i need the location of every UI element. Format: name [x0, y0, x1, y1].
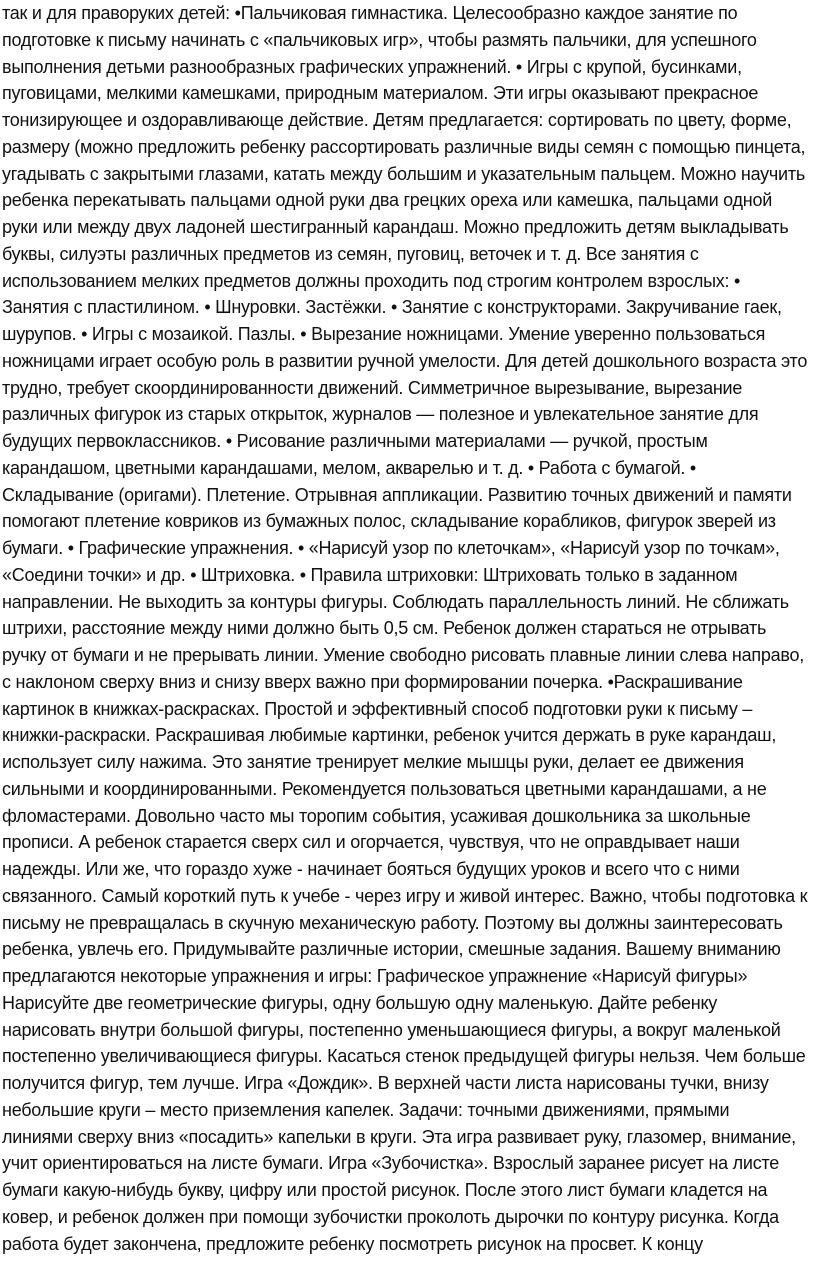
- text-line: использованием мелких предметов должны проходить под строгим контролем взрослых: •: [2, 270, 741, 291]
- text-line: фломастерами. Довольно часто мы торопим события, усаживая дошкольника за школьные: [2, 805, 751, 826]
- text-line: различных фигурок из старых открыток, журналов — полезное и увлекательное занятие для: [2, 404, 759, 425]
- text-line: шурупов. • Игры с мозаикой. Пазлы. • Вырезание ножницами. Умение уверенно пользоваться: [2, 324, 766, 344]
- text-line: надежды. Или же, что гораздо хуже - начинает бояться будущих уроков и всего что с ними: [2, 859, 740, 879]
- text-line: трудно, требует скоординированности движений. Симметричное вырезывание, вырезание: [2, 377, 743, 398]
- text-line: ребенка, увлечь его. Придумывайте различные истории, смешные задания. Вашему вниманию: [2, 939, 781, 960]
- text-line: «Соедини точки» и др. • Штриховка. • Правила штриховки: Штриховать только в заданном: [2, 564, 738, 585]
- text-line: получится фигур, тем лучше. Игра «Дождик». В верхней части листа нарисованы тучки, внизу: [2, 1073, 769, 1093]
- text-line: тонизирующее и оздоравливающе действие. Детям предлагается: сортировать по цвету, форме,: [2, 110, 792, 130]
- text-line: так и для праворуких детей: •Пальчиковая гимнастика. Целесообразно каждое занятие по: [2, 3, 738, 23]
- text-line: линиями сверху вниз «посадить» капельки в круги. Эта игра развивает руку, глазомер, внимание,: [2, 1126, 796, 1147]
- text-line: буквы, силуэты различных предметов из семян, пуговиц, веточек и т. д. Все занятия с: [2, 243, 699, 264]
- text-line: картинок в книжках-раскрасках. Простой и эффективный способ подготовки руки к письму –: [2, 698, 753, 719]
- text-line: подготовке к письму начинать с «пальчиковых игр», чтобы размять пальчики, для успешного: [2, 29, 757, 50]
- text-line: направлении. Не выходить за контуры фигуры. Соблюдать параллельность линий. Не сближать: [2, 591, 789, 612]
- text-line: будущих первоклассников. • Рисование различными материалами — ручкой, простым: [2, 431, 708, 451]
- text-line: ребенка перекатывать пальцами одной руки два грецких ореха или камешка, пальцами одной: [2, 190, 773, 211]
- text-line: сильными и координированными. Рекомендуется пользоваться цветными карандашами, а не: [2, 778, 767, 799]
- text-line: постепенно увеличивающиеся фигуры. Касаться стенок предыдущей фигуры нельзя. Чем больше: [2, 1046, 806, 1067]
- text-line: пуговицами, мелкими камешками, природным материалом. Эти игры оказывают прекрасное: [2, 83, 759, 104]
- text-line: с наклоном сверху вниз и снизу вверх важно при формировании почерка. •Раскрашивание: [2, 671, 743, 692]
- text-line: размеру (можно предложить ребенку рассортировать различные виды семян с помощью пинцета,: [2, 136, 806, 157]
- text-line: ручку от бумаги и не прерывать линии. Умение свободно рисовать плавные линии слева направо,: [2, 645, 804, 665]
- text-line: бумаги какую-нибудь букву, цифру или простой рисунок. После этого лист бумаги кладется на: [2, 1180, 768, 1200]
- text-line: Складывание (оригами). Плетение. Отрывная аппликации. Развитию точных движений и памяти: [2, 484, 792, 505]
- text-line: письму не превращалась в скучную механическую работу. Поэтому вы должны заинтересовать: [2, 912, 783, 933]
- text-line: карандашом, цветными карандашами, мелом, акварелью и т. д. • Работа с бумагой. •: [2, 457, 696, 478]
- text-line: учит ориентироваться на листе бумаги. Игра «Зубочистка». Взрослый заранее рисует на листе: [2, 1153, 780, 1174]
- text-line: помогают плетение ковриков из бумажных полос, складывание корабликов, фигурок зверей из: [2, 511, 776, 532]
- text-line: связанного. Самый короткий путь к учебе - через игру и живой интерес. Важно, чтобы подготовка к: [2, 885, 808, 906]
- text-line: штрихи, расстояние между ними должно быть 0,5 см. Ребенок должен стараться не отрывать: [2, 618, 767, 639]
- text-line: нарисовать внутри большой фигуры, постепенно уменьшающиеся фигуры, а вокруг маленькой: [2, 1019, 781, 1040]
- text-line: ковер, и ребенок должен при помощи зубочистки проколоть дырочки по контуру рисунка. Когда: [2, 1206, 779, 1227]
- text-line: книжки-раскраски. Раскрашивая любимые картинки, ребенок учится держать в руке карандаш,: [2, 725, 777, 746]
- text-line: угадывать с закрытыми глазами, катать между большим и указательным пальцем. Можно научить: [2, 163, 805, 184]
- text-line: ножницами играет особую роль в развитии ручной умелости. Для детей дошкольного возраста это: [2, 350, 808, 371]
- text-line: использует силу нажима. Это занятие тренирует мелкие мышцы руки, делает ее движения: [2, 752, 744, 772]
- text-line: прописи. А ребенок старается сверх сил и огорчается, чувствуя, что не оправдывает наши: [2, 832, 740, 853]
- text-line: Нарисуйте две геометрические фигуры, одну большую одну маленькую. Дайте ребенку: [2, 992, 718, 1013]
- text-line: бумаги. • Графические упражнения. • «Нарисуй узор по клеточкам», «Нарисуй узор по точкам»,: [2, 538, 780, 558]
- text-line: небольшие круги – место приземления капелек. Задачи: точными движениями, прямыми: [2, 1099, 730, 1120]
- text-line: выполнения детьми разнообразных графических упражнений. • Игры с крупой, бусинками,: [2, 56, 742, 77]
- text-line: руки или между двух ладоней шестигранный карандаш. Можно предложить детям выкладывать: [2, 217, 789, 237]
- body-text: [2, 0, 814, 1257]
- text-line: предлагаются некоторые упражнения и игры: Графическое упражнение «Нарисуй фигуры»: [2, 966, 748, 986]
- text-line: работа будет закончена, предложите ребенку посмотреть рисунок на просвет. К концу: [2, 1233, 703, 1254]
- text-line: Занятия с пластилином. • Шнуровки. Застёжки. • Занятие с конструкторами. Закручивание гаек,: [2, 297, 782, 318]
